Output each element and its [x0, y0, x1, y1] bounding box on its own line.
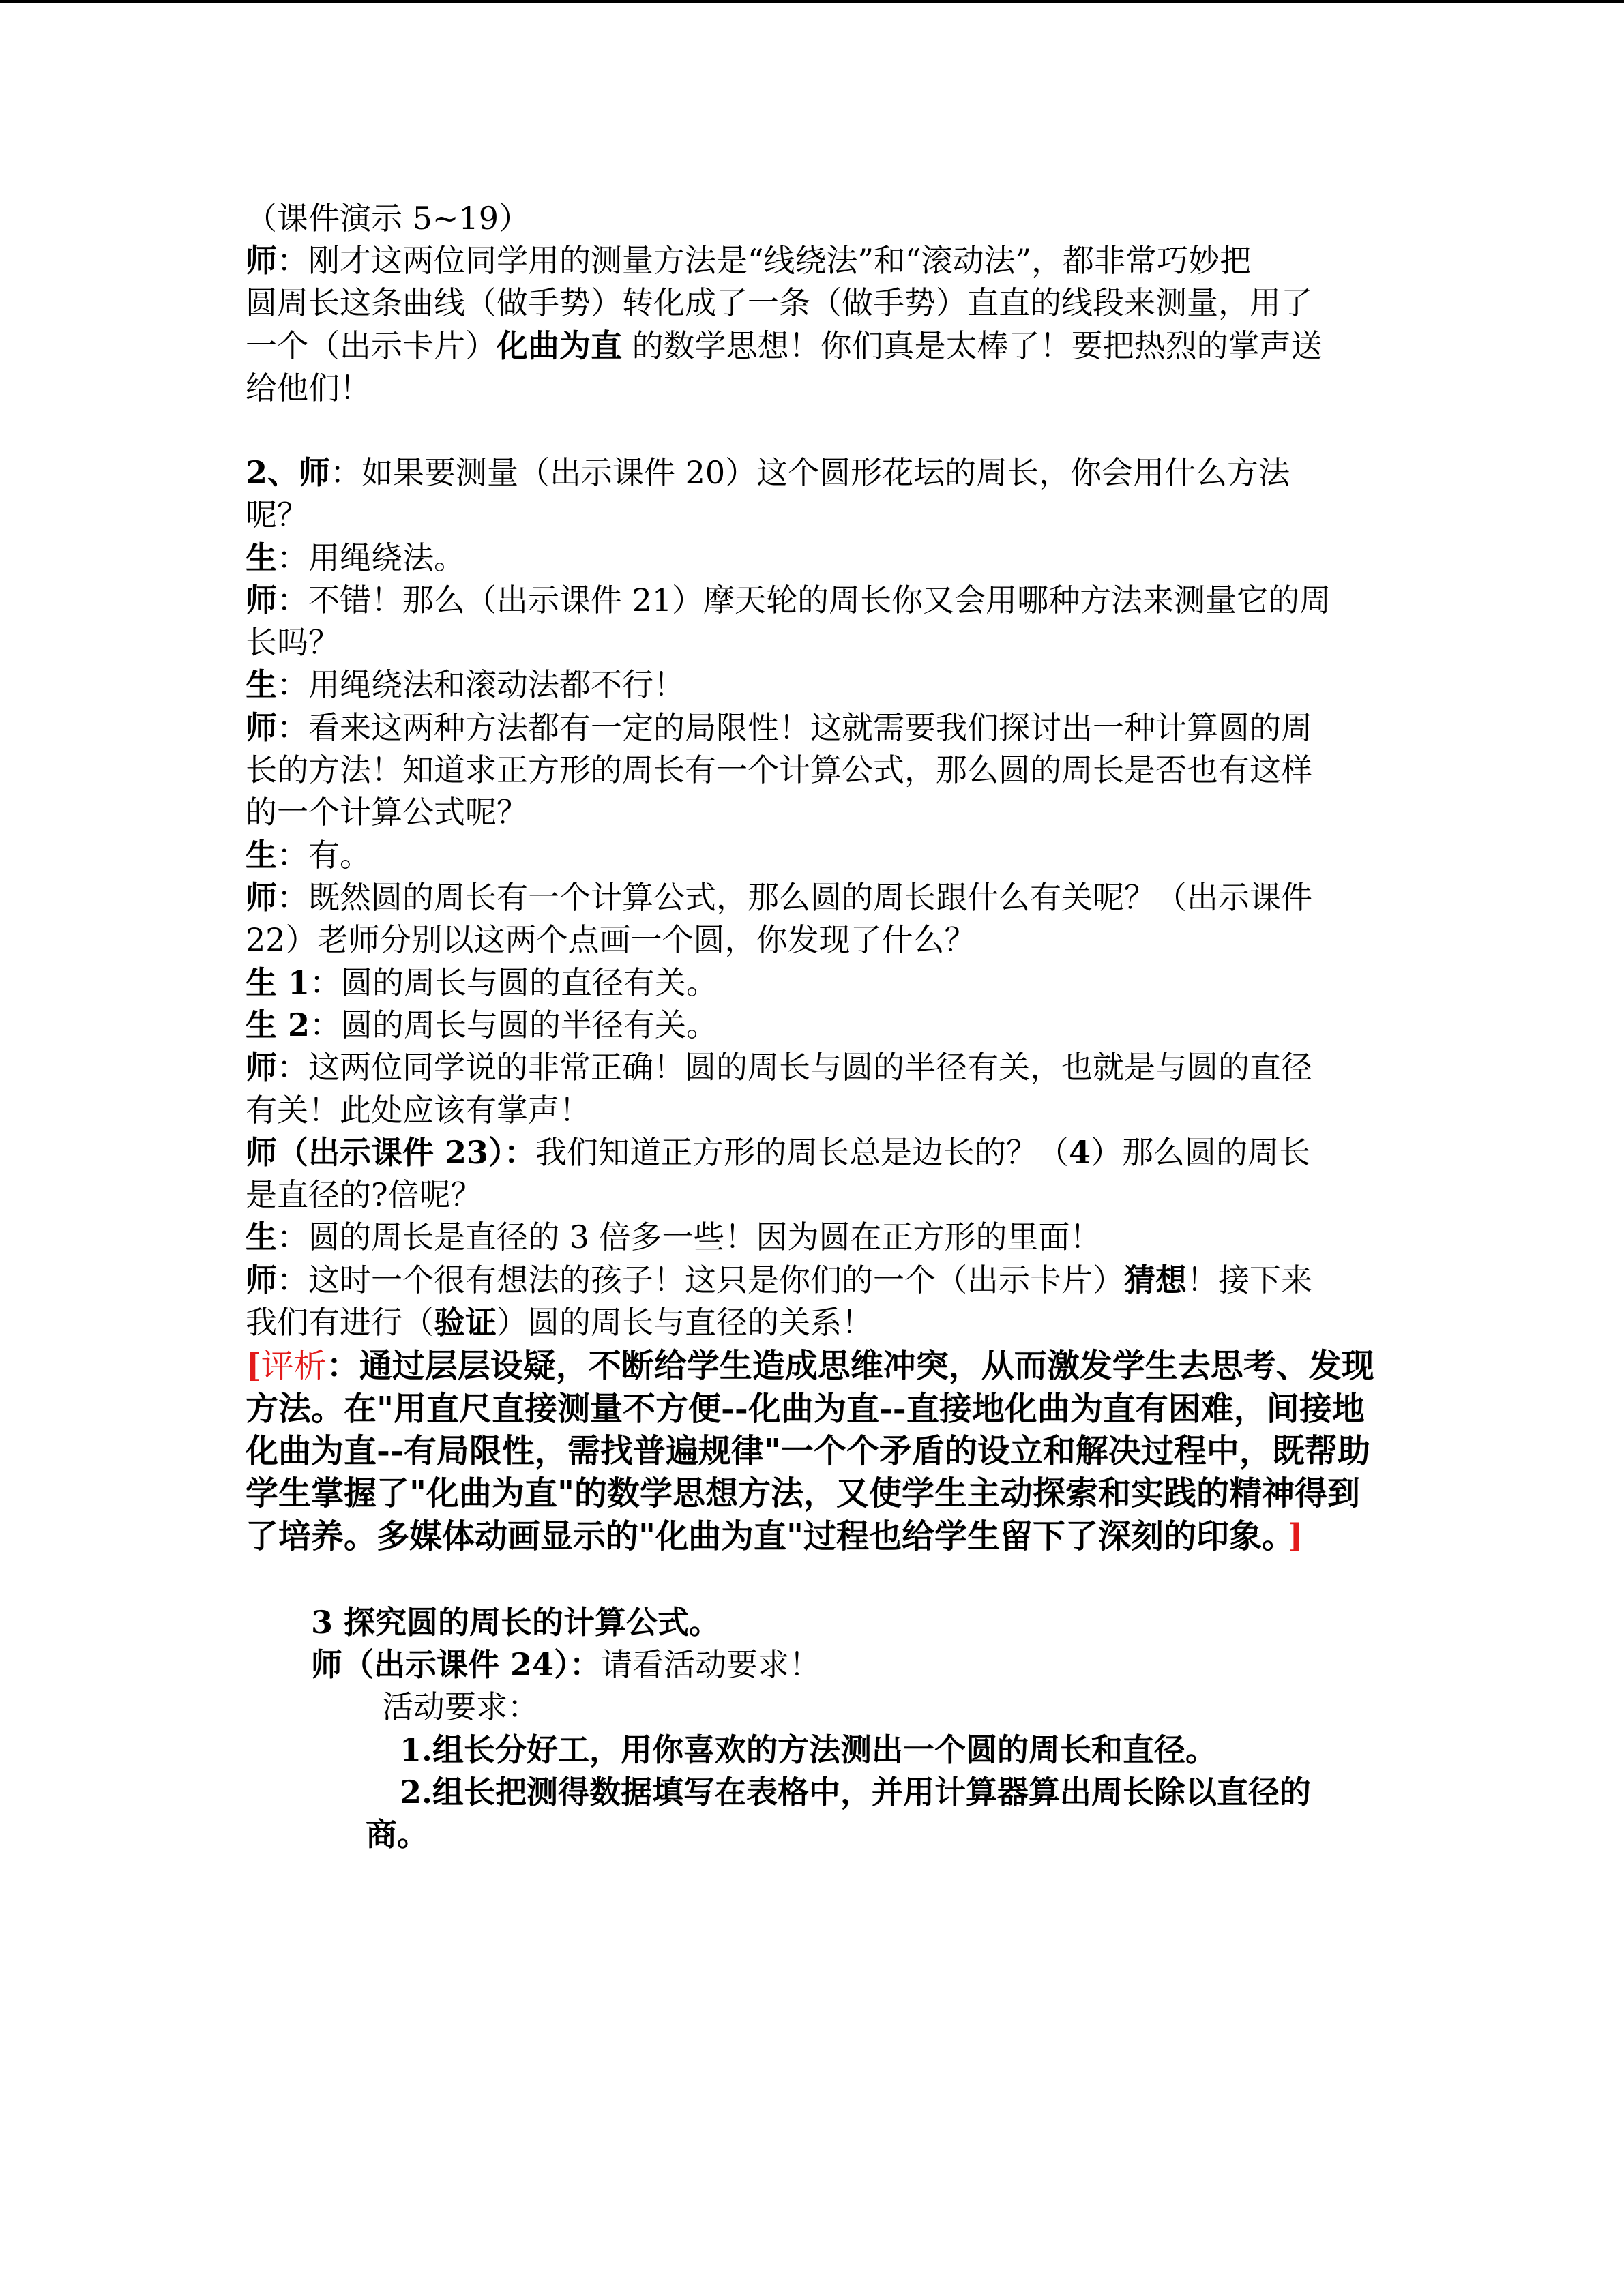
text: ：圆的周长与圆的直径有关。 — [310, 964, 718, 1001]
speaker-student-2: 生 2 — [246, 1007, 310, 1043]
line-text — [246, 919, 976, 961]
text: ：看来这两种方法都有一定的局限性！这就需要我们探讨出一种计算圆的周 — [277, 709, 1312, 746]
line-text — [246, 749, 1312, 791]
text: ）圆的周长与直径的关系！ — [497, 1304, 873, 1341]
text: 2.组长把测得数据填写在表格中，并用计算器算出周长除以直径的 — [400, 1774, 1312, 1810]
keyword-bold: 化曲为直 — [497, 327, 622, 364]
requirement-2-cont — [366, 1813, 428, 1855]
keyword-bold: 猜想 — [1124, 1262, 1187, 1298]
text: 学生掌握了"化曲为直"的数学思想方法，又使学生主动探索和实践的精神得到 — [246, 1474, 1361, 1512]
text: 化曲为直--有局限性，需找普遍规律"一个个矛盾的设立和解决过程中，既帮助 — [246, 1432, 1370, 1470]
speaker-student: 生 — [246, 666, 277, 703]
text: 22）老师分别以这两个点画一个圆，你发现了什么？ — [246, 921, 976, 958]
speaker-teacher: 师 — [246, 1049, 277, 1086]
section-3-heading — [311, 1601, 720, 1643]
text: 有关！此处应该有掌声！ — [246, 1092, 591, 1129]
evaluation-line-3 — [246, 1430, 1370, 1472]
text: ！接下来 — [1187, 1262, 1312, 1298]
line-teacher — [246, 1046, 1312, 1088]
text: 长的方法！知道求正方形的周长有一个计算公式，那么圆的周长是否也有这样 — [246, 751, 1312, 788]
heading: 3 探究圆的周长的计算公式。 — [311, 1604, 721, 1641]
line-teacher-1-cont2 — [246, 325, 1323, 367]
requirement-1 — [400, 1729, 1217, 1771]
text: 呢？ — [246, 496, 308, 533]
speaker-teacher: 师（出示课件 23）： — [246, 1134, 536, 1171]
evaluation-line-1 — [246, 1345, 1374, 1387]
line-teacher — [246, 579, 1331, 621]
evaluation-line-2 — [246, 1388, 1365, 1430]
line-text — [246, 1089, 591, 1131]
line-student — [246, 664, 685, 706]
line-text — [246, 1174, 482, 1216]
line-teacher-1 — [246, 239, 1251, 282]
text: 圆周长这条曲线（做手势）转化成了一条（做手势）直直的线段来测量，用了 — [246, 284, 1312, 321]
text: ：这两位同学说的非常正确！圆的周长与圆的半径有关，也就是与圆的直径 — [277, 1049, 1312, 1086]
bracket-open: [ — [246, 1347, 261, 1385]
line-section-2 — [246, 451, 1290, 494]
line-text — [246, 1301, 873, 1343]
activity-requirements-title — [382, 1686, 539, 1728]
section-number: 2、师 — [246, 454, 331, 491]
line-teacher — [246, 706, 1312, 749]
line-student — [246, 1216, 1102, 1258]
line-student — [246, 537, 465, 579]
text: 的一个计算公式呢？ — [246, 794, 528, 831]
speaker-teacher: 师 — [246, 582, 277, 618]
text: ：刚才这两位同学用的测量方法是“线绕法”和“滚动法”，都非常巧妙把 — [277, 242, 1252, 279]
speaker-teacher: 师 — [246, 709, 277, 746]
evaluation-label: 评析 — [261, 1347, 327, 1385]
speaker-teacher: 师 — [246, 1262, 277, 1298]
text: ：既然圆的周长有一个计算公式，那么圆的周长跟什么有关呢？（出示课件 — [277, 879, 1312, 916]
line-teacher — [246, 1259, 1312, 1301]
text: ：用绳绕法和滚动法都不行！ — [277, 666, 685, 703]
text: 我们知道正方形的周长总是边长的？（ — [535, 1134, 1069, 1171]
text: ）那么圆的周长 — [1091, 1134, 1311, 1171]
text: 我们有进行（ — [246, 1304, 434, 1341]
line-teacher — [246, 876, 1312, 919]
keyword-bold: 验证 — [434, 1304, 497, 1341]
text: 活动要求： — [382, 1688, 539, 1725]
line-teacher-1-cont — [246, 282, 1312, 324]
line-courseware-5-19 — [246, 197, 530, 239]
text: 方法。在"用直尺直接测量不方便--化曲为直--直接地化曲为直有困难，间接地 — [246, 1390, 1365, 1428]
text: ：这时一个很有想法的孩子！这只是你们的一个（出示卡片） — [277, 1262, 1124, 1298]
speaker-teacher: 师（出示课件 24）： — [311, 1646, 602, 1683]
text: 1.组长分好工，用你喜欢的方法测出一个圆的周长和直径。 — [400, 1731, 1217, 1768]
speaker-teacher: 师 — [246, 879, 277, 916]
text: 是直径的?倍呢？ — [246, 1176, 482, 1213]
speaker-teacher: 师 — [246, 242, 277, 279]
line-text — [246, 494, 308, 536]
text: ：圆的周长与圆的半径有关。 — [310, 1007, 718, 1043]
evaluation-line-5 — [246, 1515, 1303, 1557]
text: 了培养。多媒体动画显示的"化曲为直"过程也给学生留下了深刻的印象。 — [246, 1517, 1279, 1555]
requirement-2 — [400, 1771, 1311, 1813]
text: ：圆的周长是直径的 3 倍多一些！因为圆在正方形的里面！ — [277, 1219, 1102, 1255]
text: 长吗？ — [246, 624, 340, 661]
text: 的数学思想！你们真是太棒了！要把热烈的掌声送 — [622, 327, 1323, 364]
text: ：如果要测量（出示课件 20）这个圆形花坛的周长，你会用什么方法 — [330, 454, 1290, 491]
line-student-2 — [246, 1004, 718, 1046]
line-student — [246, 834, 371, 876]
speaker-student: 生 — [246, 837, 277, 874]
text: 一个（出示卡片） — [246, 327, 497, 364]
text: 请看活动要求！ — [601, 1646, 821, 1683]
text: 给他们！ — [246, 370, 371, 406]
speaker-student: 生 — [246, 539, 277, 576]
text: ：通过层层设疑，不断给学生造成思维冲突，从而激发学生去思考、发现 — [326, 1347, 1374, 1385]
text: （课件演示 5~19） — [246, 200, 530, 237]
line-teacher-courseware-23 — [246, 1131, 1310, 1174]
text: ：用绳绕法。 — [277, 539, 465, 576]
speaker-student-1: 生 1 — [246, 964, 310, 1001]
line-student-1 — [246, 961, 718, 1004]
line-text — [246, 791, 528, 833]
bracket-close: ] — [1288, 1517, 1303, 1555]
text: 商。 — [366, 1816, 428, 1853]
text: ：不错！那么（出示课件 21）摩天轮的周长你又会用哪种方法来测量它的周 — [277, 582, 1331, 618]
keyword-bold: 4 — [1069, 1134, 1091, 1171]
line-text — [246, 621, 340, 664]
evaluation-line-4 — [246, 1472, 1360, 1515]
speaker-student: 生 — [246, 1219, 277, 1255]
line-teacher-courseware-24 — [311, 1643, 821, 1686]
text: ：有。 — [277, 837, 371, 874]
line-teacher-1-cont3 — [246, 367, 371, 409]
